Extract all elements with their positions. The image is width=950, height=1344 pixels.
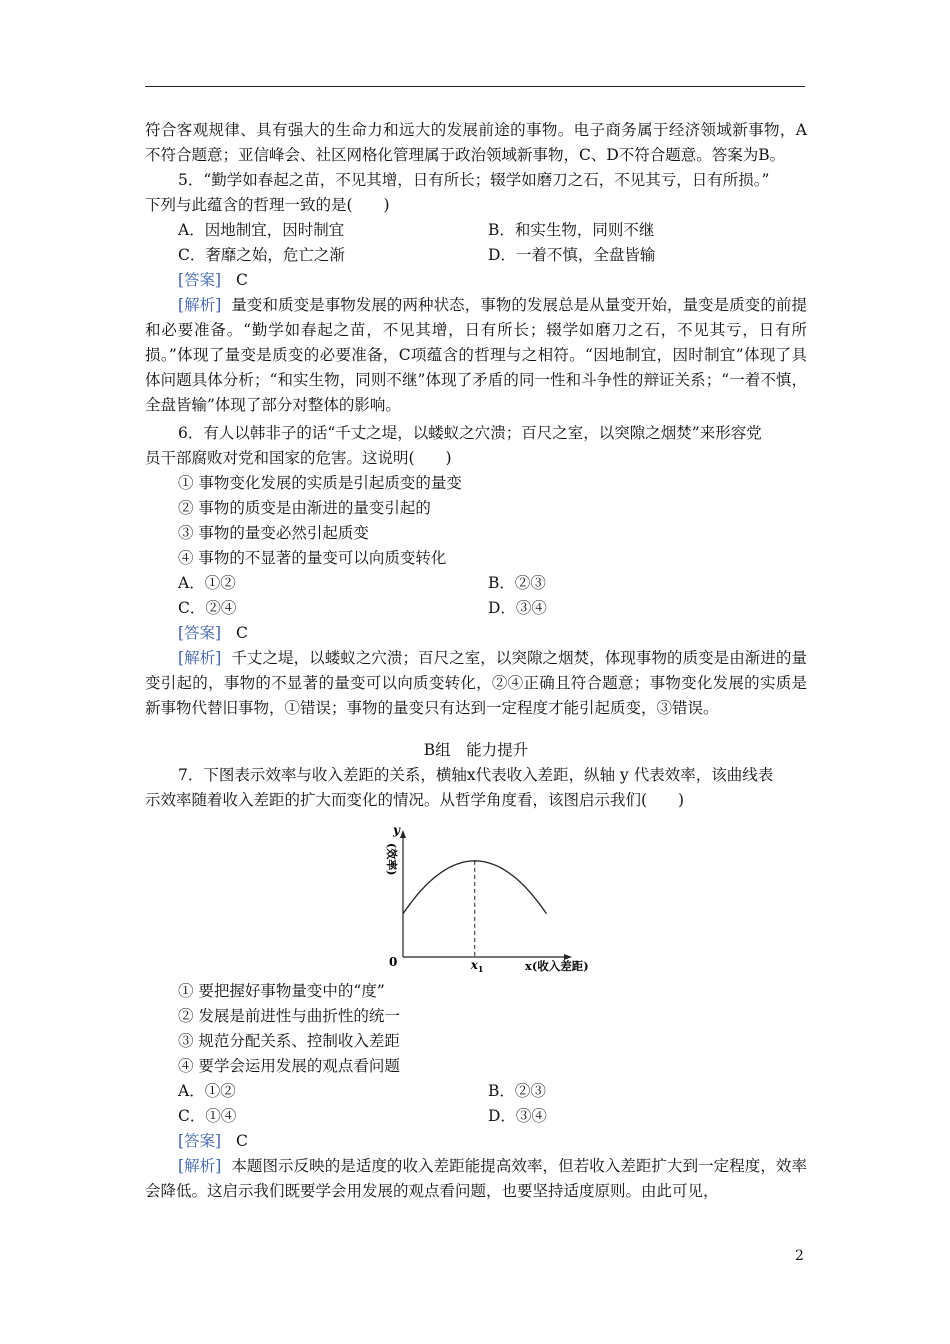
peak-x-label-main: x [470,958,478,972]
efficiency-chart [372,819,592,975]
q5-analysis [145,293,807,418]
answer-value: C [236,1132,248,1150]
q7-options-row1 [145,1079,807,1104]
q7-option-a: A．①② [178,1082,236,1100]
q5-stem-line2: 下列与此蕴含的哲理一致的是( ) [145,196,390,214]
answer-tag: [答案] [178,624,222,642]
q6-option-c: C．②④ [178,599,237,617]
q7-stem-line1: 7．下图表示效率与收入差距的关系，横轴x代表收入差距，纵轴 y 代表效率，该曲线表 [178,766,774,784]
peak-x-label [470,958,484,974]
analysis-text: 量变和质变是事物发展的两种状态，事物的发展总是从量变开始，量变是质变的前提和必要准备。“勤学如春起之苗，不见其增，日有所长；辍学如磨刀之石，不见其亏，日有所损。”体现了量变是质变的必要准备，C项蕴含的哲理与之相符。“因地制宜，因时制宜”体现了具体问题具体分析；“和实生物，同则不继”体现了矛盾的同一性和斗争性的辩证关系；“一着不慎，全盘皆输”体现了部分对整体的影响。 [145,296,807,414]
analysis-tag: [解析] [178,1157,222,1175]
q7-statement-1: ① 要把握好事物量变中的“度” [178,982,385,1000]
q5-stem-line1: 5．“勤学如春起之苗，不见其增，日有所长；辍学如磨刀之石，不见其亏，日有所损。” [178,171,770,189]
q7-option-c: C．①④ [178,1107,237,1125]
q5-option-b: B．和实生物，同则不继 [488,221,655,239]
q5-answer [145,268,807,293]
answer-value: C [236,624,248,642]
answer-tag: [答案] [178,1132,222,1150]
q6-options-row1 [145,571,807,596]
q6-stem-line1: 6．有人以韩非子的话“千丈之堤，以蝼蚁之穴溃；百尺之室，以突隙之烟焚”来形容党 [178,424,762,442]
answer-tag: [答案] [178,271,222,289]
q7-statement-4: ④ 要学会运用发展的观点看问题 [178,1057,400,1075]
q6-options-row2 [145,596,807,621]
q7-statement-2: ② 发展是前进性与曲折性的统一 [178,1007,400,1025]
q7-answer [145,1129,807,1154]
q7-stem-line2: 示效率随着收入差距的扩大而变化的情况。从哲学角度看，该图启示我们( ) [145,791,685,809]
x-axis-label: x(收入差距) [525,959,589,973]
y-axis-sublabel: (效率) [385,843,398,876]
analysis-tag: [解析] [178,296,222,314]
q7-option-d: D．③④ [488,1107,547,1125]
y-axis-label: y [393,823,400,837]
q5-options-row1 [145,218,807,243]
intro-paragraph: 符合客观规律、具有强大的生命力和远大的发展前途的事物。电子商务属于经济领域新事物，A不符合题意；亚信峰会、社区网格化管理属于政治领域新事物，C、D不符合题意。答案为B。 [145,121,807,164]
q6-option-a: A．①② [178,574,236,592]
group-b-title: B组 能力提升 [423,741,529,759]
q7-analysis [145,1154,807,1204]
peak-x-label-sub: 1 [477,964,484,974]
q5-option-a: A．因地制宜，因时制宜 [178,221,345,239]
q6-option-d: D．③④ [488,599,547,617]
q5-option-d: D．一着不慎，全盘皆输 [488,246,656,264]
q6-statement-4: ④ 事物的不显著的量变可以向质变转化 [178,549,447,567]
analysis-tag: [解析] [178,649,222,667]
q5-option-c: C．奢靡之始，危亡之渐 [178,246,345,264]
origin-label: 0 [389,955,398,969]
q6-option-b: B．②③ [488,574,546,592]
q6-stem-line2: 员干部腐败对党和国家的危害。这说明( ) [145,449,452,467]
y-axis-arrow [400,830,406,838]
q7-figure [145,819,807,975]
header-rule [145,86,805,87]
q7-option-b: B．②③ [488,1082,546,1100]
q6-analysis [145,646,807,721]
q7-options-row2 [145,1104,807,1129]
q6-answer [145,621,807,646]
q6-statement-1: ① 事物变化发展的实质是引起质变的量变 [178,474,462,492]
q6-statement-2: ② 事物的质变是由渐进的量变引起的 [178,499,431,517]
answer-value: C [236,271,248,289]
page-number: 2 [795,1248,804,1264]
q6-statement-3: ③ 事物的量变必然引起质变 [178,524,369,542]
analysis-text: 本题图示反映的是适度的收入差距能提高效率，但若收入差距扩大到一定程度，效率会降低。这启示我们既要学会用发展的观点看问题，也要坚持适度原则。由此可见， [145,1157,807,1200]
page-content [145,118,807,1204]
q5-options-row2 [145,243,807,268]
q7-statement-3: ③ 规范分配关系、控制收入差距 [178,1032,400,1050]
analysis-text: 千丈之堤，以蝼蚁之穴溃；百尺之室，以突隙之烟焚，体现事物的质变是由渐进的量变引起的，事物的不显著的量变可以向质变转化，②④正确且符合题意；事物变化发展的实质是新事物代替旧事物，①错误；事物的量变只有达到一定程度才能引起质变，③错误。 [145,649,807,717]
